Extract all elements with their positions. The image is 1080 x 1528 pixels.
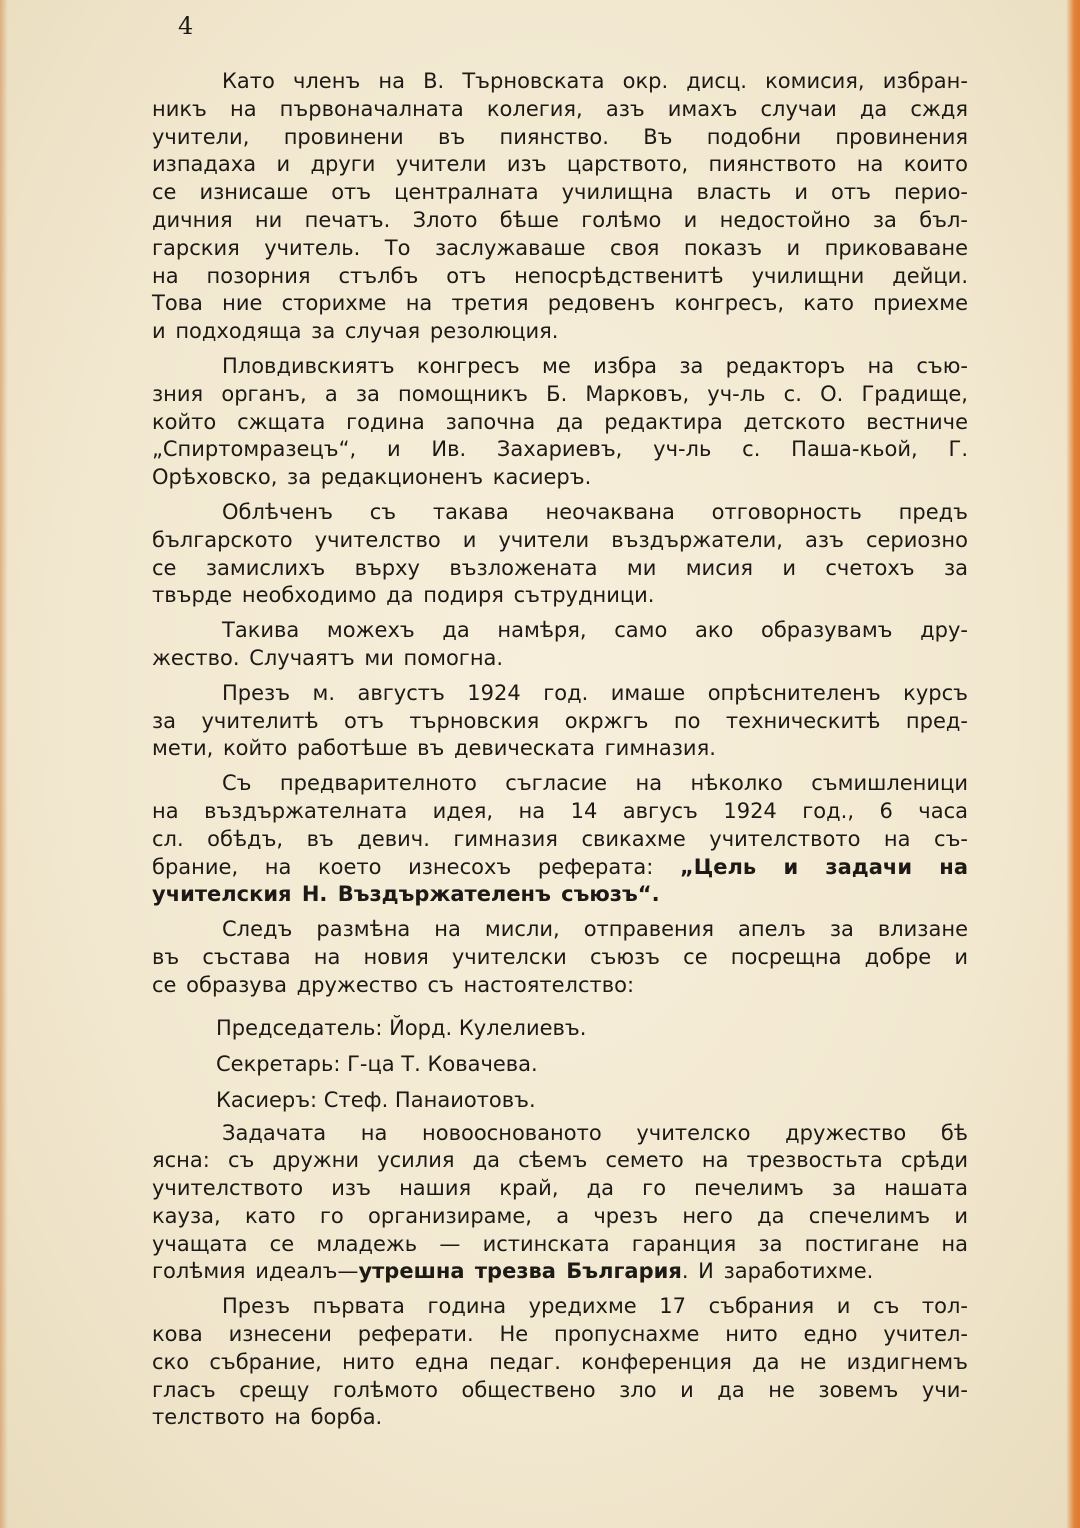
text-line: дичния ни печатъ. Злото бѣше голѣмо и недостойно за бъл- xyxy=(152,207,968,232)
text-line xyxy=(152,854,968,882)
text-line: Презъ м. августъ 1924 год. имаше опрѣснителенъ курсъ xyxy=(222,680,968,705)
text-line: учащата се младежь — истинската гаранция за постигане на xyxy=(152,1231,968,1256)
paragraph-4 xyxy=(152,617,968,673)
board-treasurer: Касиеръ: Стеф. Панаиотовъ. xyxy=(216,1087,536,1112)
text-line: Пловдивскиятъ конгресъ ме избра за редакторъ на съю- xyxy=(222,353,968,378)
text-line-part: брание, на което изнесохъ реферата: xyxy=(152,854,680,879)
text-line: Такива можехъ да намѣря, само ако образувамъ дру- xyxy=(222,618,968,643)
paragraph-6 xyxy=(152,770,968,909)
text-line: Орѣховско, за редакционенъ касиеръ. xyxy=(152,465,592,490)
text-line: Задачата на новооснованото учителско дружество бѣ xyxy=(222,1120,968,1145)
text-line: ско събрание, нито една педаг. конференция да не издигнемъ xyxy=(152,1349,968,1374)
text-line: се замислихъ върху възложената ми мисия и счетохъ за xyxy=(152,555,968,580)
paragraph-5 xyxy=(152,680,968,763)
paragraph-9 xyxy=(152,1293,968,1432)
lecture-title: „Цель и задачи на xyxy=(680,854,968,879)
text-line: гласъ срещу голѣмото обществено зло и да не зовемъ учи- xyxy=(152,1377,968,1402)
page-edge-left xyxy=(0,0,8,1528)
board-list xyxy=(152,1010,968,1118)
text-line: българското учителство и учители въздържатели, азъ сериозно xyxy=(152,527,968,552)
text-line: се изнисаше отъ централната училищна власть и отъ перио- xyxy=(152,180,968,205)
text-line: твърде необходимо да подиря сътрудници. xyxy=(152,583,655,608)
text-line: кауза, като го организираме, а чрезъ него да спечелимъ и xyxy=(152,1203,968,1228)
text-line: Следъ размѣна на мисли, отправения апелъ за влизане xyxy=(222,917,968,942)
text-line-part: . И заработихме. xyxy=(681,1259,874,1284)
text-line: мети, който работѣше въ девическата гимназия. xyxy=(152,736,716,761)
text-line: за учителитѣ отъ търновския окржгъ по техническитѣ пред- xyxy=(152,708,968,733)
page-edge-right xyxy=(1066,0,1080,1528)
text-line: кова изнесени реферати. Не пропуснахме нито едно учител- xyxy=(152,1322,968,1347)
text-line: телството на борба. xyxy=(152,1405,383,1430)
board-secretary: Секретарь: Г-ца Т. Ковачева. xyxy=(216,1051,538,1076)
text-line: на позорния стълбъ отъ непосрѣдственитѣ училищни дейци. xyxy=(152,263,968,288)
ideal-phrase: утрешна трезва България xyxy=(358,1259,682,1284)
text-line: жество. Случаятъ ми помогна. xyxy=(152,645,504,670)
lecture-title-cont: учителския Н. Въздържателенъ съюзъ“. xyxy=(152,882,660,907)
text-line: въ състава на новия учителски съюзъ се посрещна добре и xyxy=(152,944,968,969)
paragraph-1 xyxy=(152,68,968,346)
page-number: 4 xyxy=(178,12,194,40)
paragraph-7 xyxy=(152,916,968,999)
paragraph-8 xyxy=(152,1120,968,1287)
text-line: учителството изъ нашия край, да го печелимъ за нашата xyxy=(152,1176,968,1201)
text-line: гарския учитель. То заслужаваше своя показъ и приковаване xyxy=(152,235,968,260)
paragraph-2 xyxy=(152,353,968,492)
text-line: Съ предварителното съгласие на нѣколко съмишленици xyxy=(222,771,968,796)
board-chair: Председатель: Йорд. Кулелиевъ. xyxy=(216,1015,587,1040)
paragraph-3 xyxy=(152,499,968,610)
body-text xyxy=(152,68,968,1432)
text-line: ясна: съ дружни усилия да сѣемъ семето на трезвостьта срѣди xyxy=(152,1148,968,1173)
text-line: Облѣченъ съ такава неочаквана отговорность предъ xyxy=(222,499,968,524)
text-line xyxy=(152,1258,968,1286)
text-line: учители, провинени въ пиянство. Въ подобни провинения xyxy=(152,124,968,149)
text-line: изпадаха и други учители изъ царството, пиянството на които xyxy=(152,152,968,177)
text-line-part: голѣмия идеалъ— xyxy=(152,1259,359,1284)
text-line: сл. обѣдъ, въ девич. гимназия свикахме учителството на съ- xyxy=(152,826,968,851)
text-line: Като членъ на В. Търновската окр. дисц. комисия, избран- xyxy=(222,69,968,93)
text-line: Презъ първата година уредихме 17 събрания и съ тол- xyxy=(222,1294,968,1319)
text-line: който сжщата година започна да редактира детското вестниче xyxy=(152,409,968,434)
text-line: и подходяща за случая резолюция. xyxy=(152,319,559,344)
text-line: Това ние сторихме на третия редовенъ конгресъ, като приехме xyxy=(152,291,968,316)
text-line: зния органъ, а за помощникъ Б. Марковъ, уч-ль с. О. Градище, xyxy=(152,381,968,406)
text-line: никъ на първоначалната колегия, азъ имахъ случаи да сждя xyxy=(152,96,968,121)
text-line: „Спиртомразецъ“, и Ив. Захариевъ, уч-ль с. Паша-кьой, Г. xyxy=(152,437,968,462)
text-line: на въздържателната идея, на 14 авгусъ 1924 год., 6 часа xyxy=(152,798,968,823)
text-line: се образува дружество съ настоятелство: xyxy=(152,972,635,997)
